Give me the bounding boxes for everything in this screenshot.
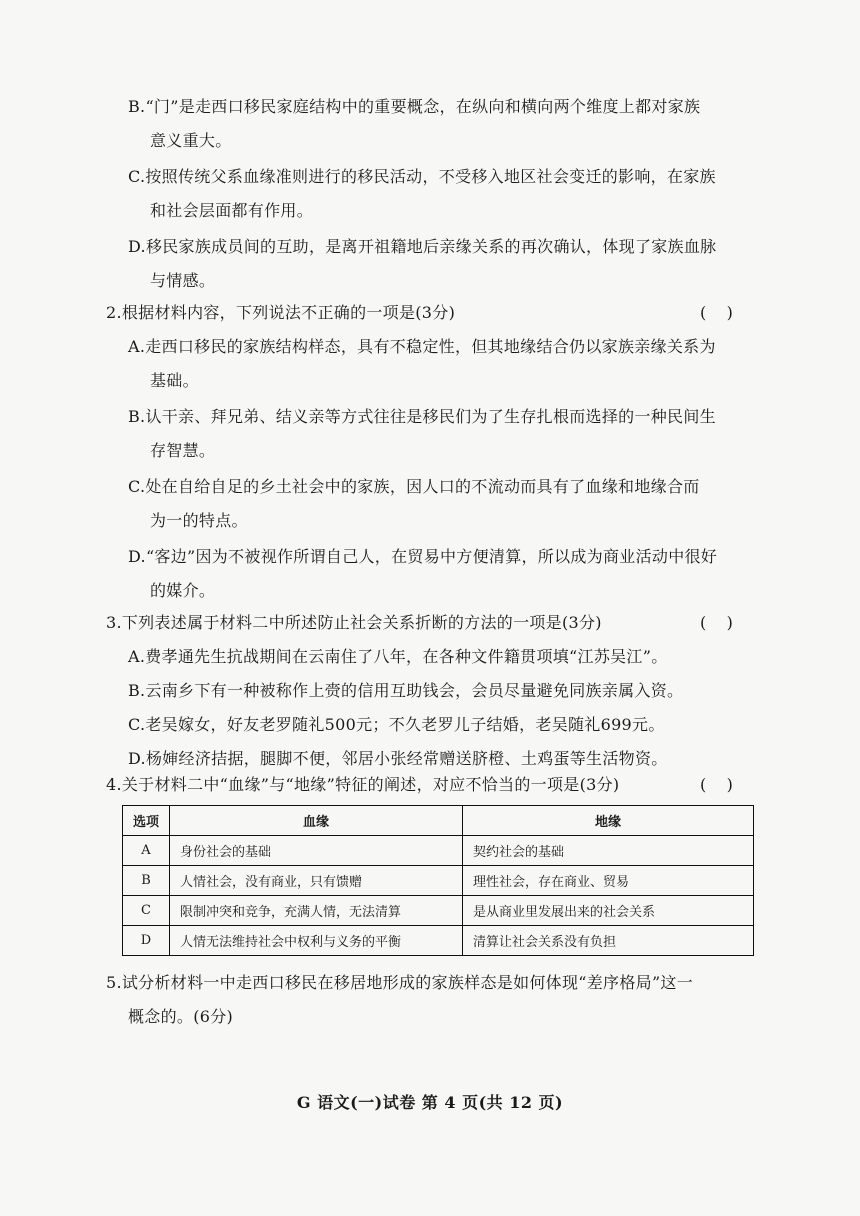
q3-stem: 3.下列表述属于材料二中所述防止社会关系折断的方法的一项是(3分) <box>106 613 602 632</box>
q2-option-c-line2: 为一的特点。 <box>150 511 248 530</box>
q4-answer-blank: ( ) <box>700 775 733 794</box>
table-cell-geo: 清算让社会关系没有负担 <box>463 926 754 956</box>
q4-options-table <box>122 805 754 956</box>
table-cell-geo: 理性社会，存在商业、贸易 <box>463 866 754 896</box>
q2-option-b-line2: 存智慧。 <box>150 441 216 460</box>
table-row <box>123 866 754 896</box>
table-header-option: 选项 <box>123 806 170 836</box>
q1-option-c-line2: 和社会层面都有作用。 <box>150 201 314 220</box>
q2-option-c-line1: C.处在自给自足的乡土社会中的家族，因人口的不流动而具有了血缘和地缘合而 <box>128 477 700 496</box>
table-cell-blood: 身份社会的基础 <box>170 836 463 866</box>
q2-option-a-line2: 基础。 <box>150 371 199 390</box>
table-cell-blood: 限制冲突和竞争，充满人情，无法清算 <box>170 896 463 926</box>
q1-option-b-line2: 意义重大。 <box>150 131 232 150</box>
q2-option-b-line1: B.认干亲、拜兄弟、结义亲等方式往往是移民们为了生存扎根而选择的一种民间生 <box>128 407 716 426</box>
page-footer: G 语文(一)试卷 第 4 页(共 12 页) <box>296 1093 564 1112</box>
table-cell-blood: 人情无法维持社会中权利与义务的平衡 <box>170 926 463 956</box>
table-cell-option: C <box>123 896 170 926</box>
q4-stem: 4.关于材料二中“血缘”与“地缘”特征的阐述，对应不恰当的一项是(3分) <box>106 775 620 794</box>
q2-option-a-line1: A.走西口移民的家族结构样态，具有不稳定性，但其地缘结合仍以家族亲缘关系为 <box>128 337 716 356</box>
q3-option-a: A.费孝通先生抗战期间在云南住了八年，在各种文件籍贯项填“江苏吴江”。 <box>128 647 668 666</box>
q2-option-d-line1: D.“客边”因为不被视作所谓自己人，在贸易中方便清算，所以成为商业活动中很好 <box>128 547 718 566</box>
table-row <box>123 836 754 866</box>
q3-option-c: C.老吴嫁女，好友老罗随礼500元；不久老罗儿子结婚，老吴随礼699元。 <box>128 715 665 734</box>
table-row <box>123 926 754 956</box>
q3-option-b: B.云南乡下有一种被称作上赍的信用互助钱会，会员尽量避免同族亲属入资。 <box>128 681 684 700</box>
table-header-blood: 血缘 <box>170 806 463 836</box>
table-cell-blood: 人情社会，没有商业，只有馈赠 <box>170 866 463 896</box>
q5-stem-line2: 概念的。(6分) <box>128 1007 234 1026</box>
table-cell-geo: 契约社会的基础 <box>463 836 754 866</box>
q1-option-d-line2: 与情感。 <box>150 271 216 290</box>
table-cell-geo: 是从商业里发展出来的社会关系 <box>463 896 754 926</box>
q1-option-b-line1: B.“门”是走西口移民家庭结构中的重要概念，在纵向和横向两个维度上都对家族 <box>128 97 701 116</box>
q2-stem: 2.根据材料内容，下列说法不正确的一项是(3分) <box>106 303 456 322</box>
table-cell-option: A <box>123 836 170 866</box>
q2-answer-blank: ( ) <box>700 303 733 322</box>
table-row <box>123 896 754 926</box>
q3-option-d: D.杨婶经济拮据，腿脚不便，邻居小张经常赠送脐橙、土鸡蛋等生活物资。 <box>128 749 668 768</box>
q2-option-d-line2: 的媒介。 <box>150 581 216 600</box>
q1-option-c-line1: C.按照传统父系血缘准则进行的移民活动，不受移入地区社会变迁的影响，在家族 <box>128 167 716 186</box>
table-header-geo: 地缘 <box>463 806 754 836</box>
table-header-row <box>123 806 754 836</box>
q3-answer-blank: ( ) <box>700 613 733 632</box>
q5-stem-line1: 5.试分析材料一中走西口移民在移居地形成的家族样态是如何体现“差序格局”这一 <box>106 973 694 992</box>
table-cell-option: B <box>123 866 170 896</box>
q1-option-d-line1: D.移民家族成员间的互助，是离开祖籍地后亲缘关系的再次确认，体现了家族血脉 <box>128 237 717 256</box>
table-cell-option: D <box>123 926 170 956</box>
